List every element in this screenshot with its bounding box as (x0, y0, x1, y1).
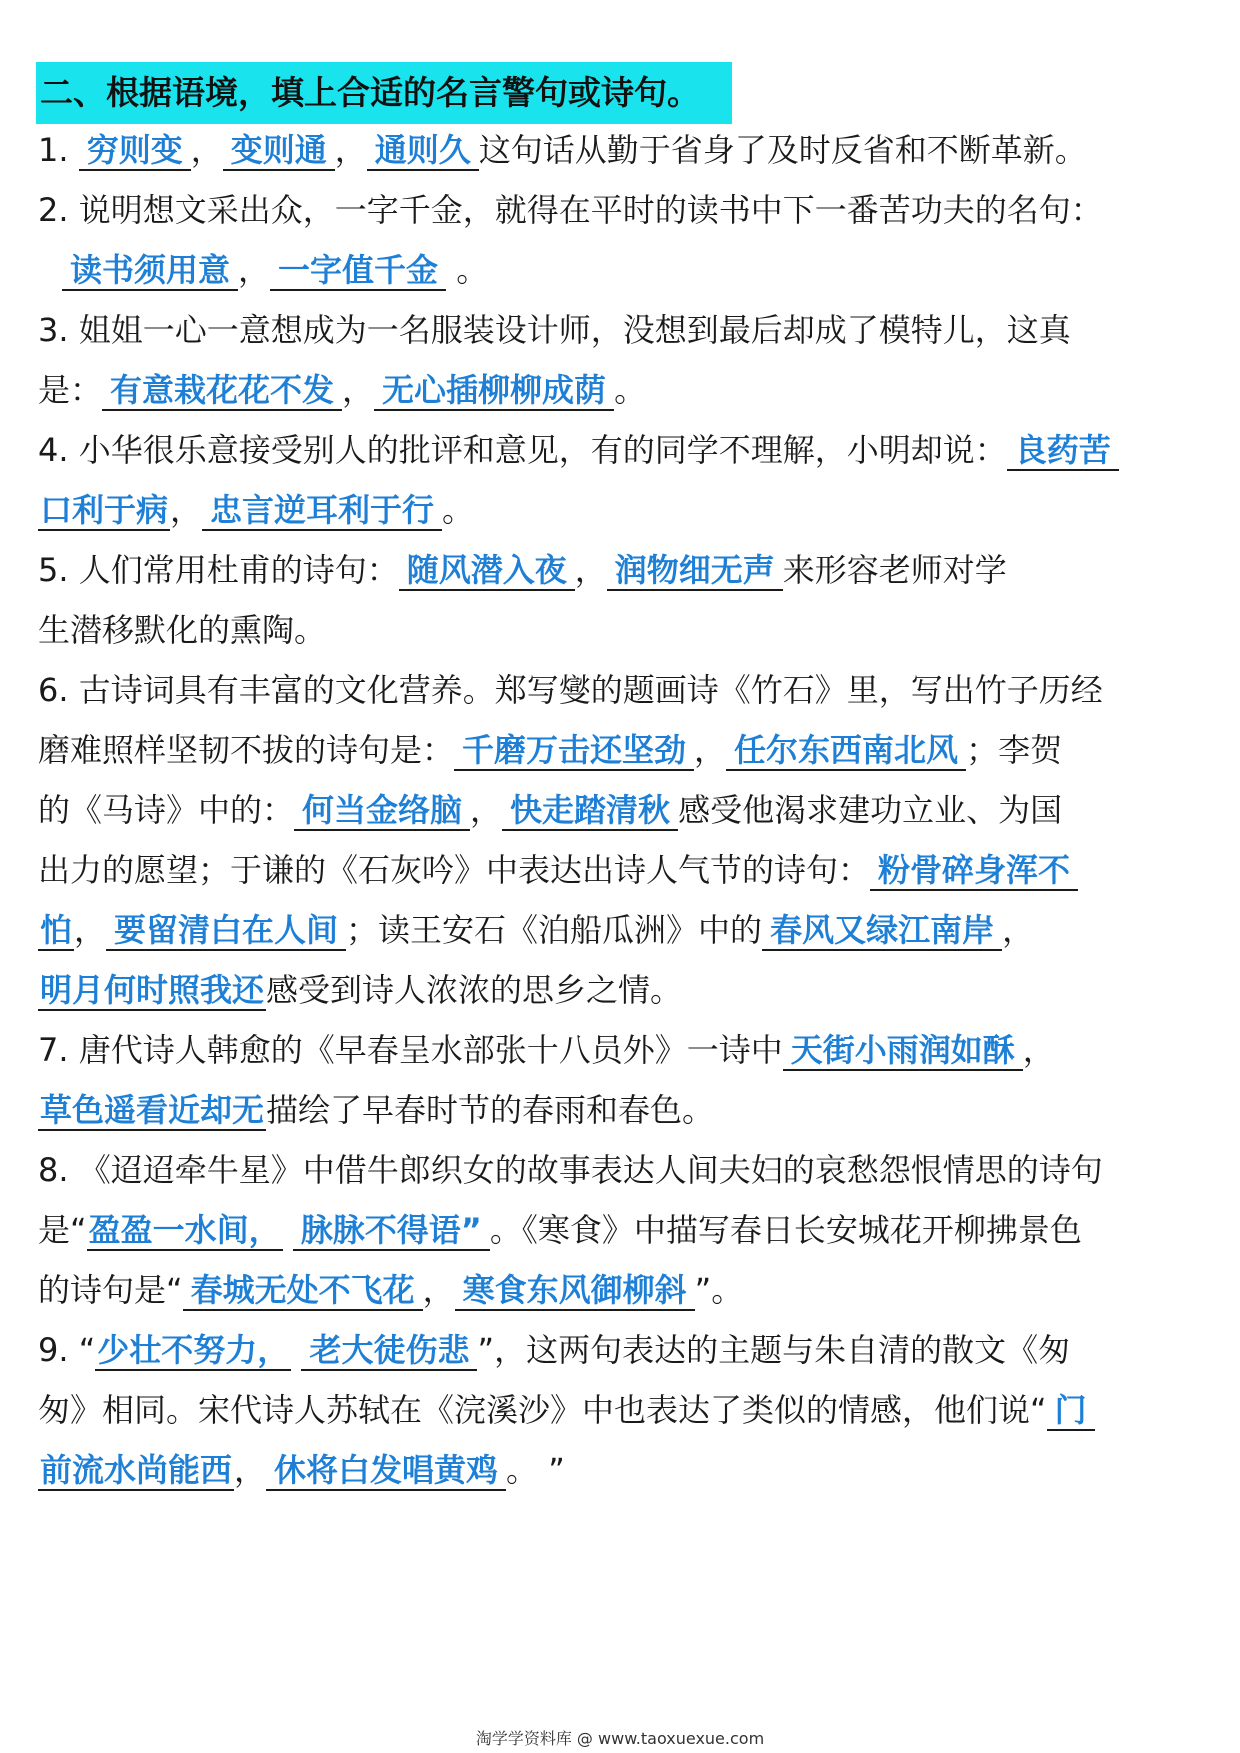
answer-blank: 要留清白在人间 (106, 911, 346, 951)
question-text: 感受他渴求建功立业、为国 (678, 791, 1063, 829)
question-text: 是： (38, 371, 103, 409)
footer-watermark: 淘学学资料库 @ www.taoxuexue.com (475, 1729, 765, 1748)
punct: ， (470, 791, 503, 829)
punct: ， (74, 911, 107, 949)
punct: ， (238, 251, 271, 289)
question-text: ”。 (694, 1271, 744, 1309)
answer-blank: 变则通 (223, 131, 335, 171)
question-5 (38, 548, 1208, 592)
answer-blank: 一字值千金 (270, 251, 446, 291)
punct (283, 1211, 293, 1249)
question-9-line-2 (38, 1388, 1208, 1432)
question-2 (38, 188, 1208, 232)
answer-blank: 随风潜入夜 (399, 551, 575, 591)
answer-blank: 通则久 (367, 131, 479, 171)
question-9 (38, 1328, 1208, 1372)
question-text: 描绘了早春时节的春雨和春色。 (266, 1091, 715, 1129)
question-text: 出力的愿望；于谦的《石灰吟》中表达出诗人气节的诗句： (38, 851, 871, 889)
answer-blank: 怕 (40, 911, 73, 949)
answer-blank: 明月何时照我还 (40, 971, 265, 1009)
question-7 (38, 1028, 1208, 1072)
answer-blank: 脉脉不得语” (293, 1211, 490, 1251)
question-text: 9. “ (38, 1331, 96, 1369)
question-text: 。《寒食》中描写春日长安城花开柳拂景色 (489, 1211, 1082, 1249)
answer-blank: 良药苦 (1007, 431, 1119, 471)
question-number: 1. (38, 131, 79, 169)
answer-blank: 粉骨碎身浑不 (870, 851, 1078, 891)
question-text: 8. 《迢迢牵牛星》中借牛郎织女的故事表达人间夫妇的哀愁怨恨情思的诗句 (38, 1151, 1103, 1189)
punct: ， (190, 131, 223, 169)
answer-blank: 春风又绿江南岸 (762, 911, 1002, 951)
answer-blank: 老大徒伤悲 (301, 1331, 477, 1371)
answer-blank: 门 (1047, 1391, 1095, 1431)
punct: ， (334, 131, 367, 169)
question-1 (38, 128, 1208, 172)
question-2-answers (62, 248, 1232, 292)
question-text: ”，这两句表达的主题与朱自清的散文《匆 (477, 1331, 1071, 1369)
question-text: 。 ” (506, 1451, 565, 1489)
answer-blank: 少壮不努力， (97, 1331, 290, 1369)
question-8-line-2 (38, 1208, 1208, 1252)
question-text: 4. 小华很乐意接受别人的批评和意见，有的同学不理解，小明却说： (38, 431, 1007, 469)
question-3 (38, 308, 1208, 352)
question-text: 2. 说明想文采出众，一字千金，就得在平时的读书中下一番苦功夫的名句： (38, 191, 1103, 229)
question-text: ；读王安石《泊船瓜洲》中的 (346, 911, 763, 949)
question-text: ；李贺 (966, 731, 1063, 769)
question-text: 3. 姐姐一心一意想成为一名服装设计师，没想到最后却成了模特儿，这真 (38, 311, 1071, 349)
answer-blank: 草色遥看近却无 (40, 1091, 265, 1129)
question-5-cont (38, 608, 1208, 652)
answer-blank: 忠言逆耳利于行 (202, 491, 442, 531)
question-text: 是“ (38, 1211, 87, 1249)
question-text: 来形容老师对学 (782, 551, 1007, 589)
punct: 。 (446, 251, 489, 289)
answer-blank: 休将白发唱黄鸡 (266, 1451, 506, 1491)
question-text: 这句话从勤于省身了及时反省和不断革新。 (478, 131, 1087, 169)
question-9-line-3 (38, 1448, 1208, 1492)
question-text: 感受到诗人浓浓的思乡之情。 (266, 971, 683, 1009)
question-text: 匆》相同。宋代诗人苏轼在《浣溪沙》中也表达了类似的情感，他们说“ (38, 1391, 1047, 1429)
punct (291, 1331, 301, 1369)
answer-blank: 寒食东风御柳斜 (455, 1271, 695, 1311)
answer-blank: 前流水尚能西 (40, 1451, 233, 1489)
answer-blank: 春城无处不飞花 (183, 1271, 423, 1311)
punct: 。 (442, 491, 475, 529)
question-7-cont (38, 1088, 1208, 1132)
answer-blank: 无心插柳柳成荫 (374, 371, 614, 411)
question-8 (38, 1148, 1208, 1192)
punct: ， (694, 731, 727, 769)
answer-blank: 快走踏清秋 (502, 791, 678, 831)
question-6-line-5 (38, 908, 1208, 952)
answer-blank: 盈盈一水间， (88, 1211, 281, 1249)
question-text: 生潜移默化的熏陶。 (38, 611, 327, 649)
answer-blank: 何当金络脑 (294, 791, 470, 831)
question-4 (38, 428, 1208, 472)
section-header: 二、根据语境，填上合适的名言警句或诗句。 (40, 73, 700, 112)
question-text: 6. 古诗词具有丰富的文化营养。郑写燮的题画诗《竹石》里，写出竹子历经 (38, 671, 1103, 709)
question-8-line-3 (38, 1268, 1208, 1312)
punct: ， (1022, 1031, 1055, 1069)
question-6-line-2 (38, 728, 1208, 772)
answer-blank: 读书须用意 (62, 251, 238, 291)
answer-blank: 穷则变 (79, 131, 191, 171)
punct: ， (170, 491, 203, 529)
question-text: 的诗句是“ (38, 1271, 183, 1309)
punct: ， (1002, 911, 1035, 949)
question-text: 7. 唐代诗人韩愈的《早春呈水部张十八员外》一诗中 (38, 1031, 783, 1069)
punct: ， (574, 551, 607, 589)
question-6-line-3 (38, 788, 1208, 832)
answer-blank: 有意栽花花不发 (102, 371, 342, 411)
question-3-answers (38, 368, 1208, 412)
answer-blank: 任尔东西南北风 (726, 731, 966, 771)
punct: ， (342, 371, 375, 409)
question-4-answers (38, 488, 1208, 532)
question-6-line-4 (38, 848, 1208, 892)
punct: 。 (614, 371, 647, 409)
question-text: 的《马诗》中的： (38, 791, 295, 829)
answer-blank: 千磨万击还坚劲 (454, 731, 694, 771)
punct: ， (422, 1271, 455, 1309)
answer-blank: 口利于病 (40, 491, 169, 529)
question-6 (38, 668, 1208, 712)
question-text: 5. 人们常用杜甫的诗句： (38, 551, 399, 589)
answer-blank: 天街小雨润如酥 (783, 1031, 1023, 1071)
punct: ， (234, 1451, 267, 1489)
question-text: 磨难照样坚韧不拔的诗句是： (38, 731, 455, 769)
question-6-line-6 (38, 968, 1208, 1012)
answer-blank: 润物细无声 (607, 551, 783, 591)
